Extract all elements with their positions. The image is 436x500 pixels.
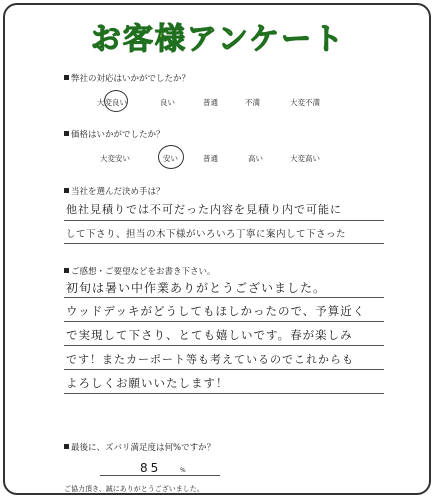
question-5-label: 最後に、ズバリ満足度は何%ですか？ [71,443,216,453]
answer-rule [64,321,384,322]
question-1-label: 弊社の対応はいかがでしたか？ [71,74,191,84]
q4-answer-line-3: で実現して下さり、とても嬉しいです。春が楽しみ [66,328,353,342]
q2-option-3[interactable]: 普通 [203,154,218,163]
q2-option-5[interactable]: 大変高い [290,154,320,163]
answer-rule [64,345,384,346]
q4-answer-line-5: よろしくお願いいたします！ [66,376,229,390]
q4-answer-line-4: です！またカーポート等も考えているのでこれからも [66,353,354,366]
q4-answer-line-2: ウッドデッキがどうしてもほしかったので、予算近く [66,304,366,318]
percent-unit: % [180,467,186,474]
q2-option-2[interactable]: 安い [163,154,178,163]
question-1 [64,72,190,84]
answer-rule [64,243,384,244]
question-2-label: 価格はいかがでしたか？ [71,130,165,140]
bullet-square-icon [64,131,69,136]
bullet-square-icon [64,268,69,273]
bullet-square-icon [64,188,69,193]
q4-answer-line-1: 初旬は暑い中作業ありがとうございました。 [66,281,327,295]
answer-rule [64,297,384,298]
question-4 [64,265,216,277]
q1-option-3[interactable]: 普通 [203,98,218,107]
answer-rule [64,220,384,221]
question-4-label: ご感想・ご要望などをお書き下さい。 [71,267,216,277]
q3-answer-line-1: 他社見積りでは不可だった内容を見積り内で可能に [66,203,342,216]
q1-option-4[interactable]: 不満 [245,98,260,107]
q2-option-1[interactable]: 大変安い [100,154,130,163]
q3-answer-line-2: して下さり、担当の木下様がいろいろ丁寧に案内して下さった [66,229,347,240]
survey-title: お客様アンケート [90,22,346,57]
q1-option-1[interactable]: 大変良い [97,98,127,107]
q1-option-2[interactable]: 良い [160,98,175,107]
bullet-square-icon [64,444,69,449]
score-rule [100,475,220,476]
question-3-label: 当社を選んだ決め手は？ [71,187,165,197]
footer-thanks: ご協力頂き、誠にありがとうございました。 [64,485,204,493]
answer-rule [64,369,384,370]
question-3 [64,185,165,197]
question-5 [64,441,215,453]
q1-selection-circle [104,90,128,112]
q2-option-4[interactable]: 高い [248,154,263,163]
bullet-square-icon [64,75,69,80]
question-2 [64,128,165,140]
answer-rule [64,393,384,394]
satisfaction-score[interactable]: 85 [140,461,162,475]
q2-selection-circle [158,145,184,169]
q1-option-5[interactable]: 大変不満 [290,98,320,107]
